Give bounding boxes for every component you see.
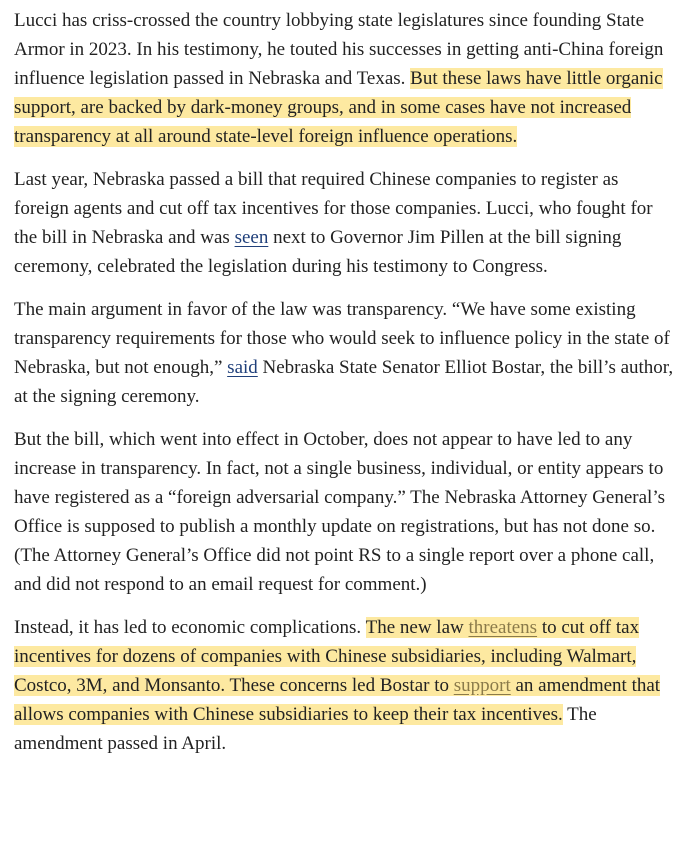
paragraph-5-text-after: The amendment passed in April.: [14, 704, 597, 754]
highlight-text-b: to cut off tax incentives for dozens of companies with Chinese subsidiaries, including Walmart, Costco, 3M, and Monsanto. These concerns led Bostar to: [14, 617, 640, 696]
article-body: [14, 6, 676, 772]
threatens-link[interactable]: threatens: [468, 617, 538, 638]
paragraph-5-text-before: Instead, it has led to economic complications.: [14, 617, 366, 638]
paragraph-3-text-before: The main argument in favor of the law was transparency. “We have some existing transparency requirements for those who would seek to influence policy in the state of Nebraska, but not enough,”: [14, 299, 670, 378]
paragraph-1: [14, 6, 676, 151]
highlight-text-c: an amendment that allows companies with Chinese subsidiaries to keep their tax incentives.: [14, 675, 661, 725]
highlight-text-a: The new law: [365, 617, 469, 638]
highlighted-passage[interactable]: But these laws have little organic support, are backed by dark-money groups, and in some cases have not increased transparency at all around state-level foreign influence operations.: [14, 68, 663, 147]
paragraph-2-text-after: next to Governor Jim Pillen at the bill signing ceremony, celebrated the legislation during his testimony to Congress.: [14, 227, 622, 277]
paragraph-1-text: Lucci has criss-crossed the country lobbying state legislatures since founding State Armor in 2023. In his testimony, he touted his successes in getting anti-China foreign influence legislation passed in Nebraska and Texas.: [14, 10, 664, 89]
paragraph-5: [14, 613, 676, 758]
paragraph-4-text: But the bill, which went into effect in October, does not appear to have led to any increase in transparency. In fact, not a single business, individual, or entity appears to have registered as a “foreign adversarial company.” The Nebraska Attorney General’s Office is supposed to publish a monthly update on registrations, but has not done so. (The Attorney General’s Office did not point RS to a single report over a phone call, and did not respond to an email request for comment.): [14, 429, 665, 595]
paragraph-2: [14, 165, 676, 281]
paragraph-4: [14, 425, 676, 599]
paragraph-3-text-after: Nebraska State Senator Elliot Bostar, the bill’s author, at the signing ceremony.: [14, 357, 674, 407]
paragraph-3: [14, 295, 676, 411]
said-link[interactable]: said: [227, 357, 258, 378]
seen-link[interactable]: seen: [234, 227, 269, 248]
support-link[interactable]: support: [453, 675, 511, 696]
paragraph-2-text-before: Last year, Nebraska passed a bill that required Chinese companies to register as foreign agents and cut off tax incentives for those companies. Lucci, who fought for the bill in Nebraska and was: [14, 169, 653, 248]
